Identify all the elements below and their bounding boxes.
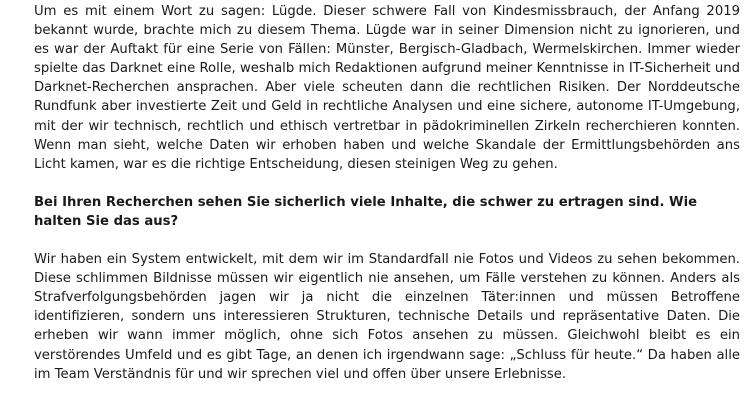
answer-paragraph-luegde: Um es mit einem Wort zu sagen: Lügde. Dieser schwere Fall von Kindesmissbrauch, der Anfang 2019 bekannt wurde, brachte mich zu diesem Thema. Lügde war in seiner Dimension nicht zu ignorieren, und es war der Auftakt für eine Serie von Fällen: Münster, Bergisch-Gladbach, Wermelskirchen. Immer wieder spielte das Darknet eine Rolle, weshalb mich Redaktionen aufgrund meiner Kenntnisse in IT-Sicherheit und Darknet-Recherchen ansprachen. Aber viele scheuten dann die rechtlichen Risiken. Der Norddeutsche Rundfunk aber investierte Zeit und Geld in rechtliche Analysen und eine sichere, autonome IT-Umgebung, mit der wir technisch, rechtlich und ethisch vertretbar in pädokriminellen Zirkeln recherchieren konnten. Wenn man sieht, welche Daten wir erhoben haben und welche Skandale der Ermittlungsbehörden ans Licht kamen, war es die richtige Entscheidung, diesen steinigen Weg zu gehen. [34, 4, 740, 172]
answer-paragraph-system: Wir haben ein System entwickelt, mit dem wir im Standardfall nie Fotos und Videos zu sehen bekommen. Diese schlimmen Bildnisse müssen wir eigentlich nie ansehen, um Fälle verstehen zu können. Anders als Strafverfolgungsbehörden jagen wir ja nicht die einzelnen Täter:innen und müssen Betroffene identifizieren, sondern uns interessieren Strukturen, technische Details und repräsentative Daten. Die erheben wir wann immer möglich, ohne sich Fotos ansehen zu müssen. Gleichwohl bleibt es ein verstörendes Umfeld und es gibt Tage, an denen ich irgendwann sage: „Schluss für heute.“ Da haben alle im Team Verständnis für und wir sprechen viel und offen über unsere Erlebnisse. [34, 252, 740, 382]
interview-question: Bei Ihren Recherchen sehen Sie sicherlich viele Inhalte, die schwer zu ertragen sind. Wie halten Sie das aus? [34, 194, 698, 229]
